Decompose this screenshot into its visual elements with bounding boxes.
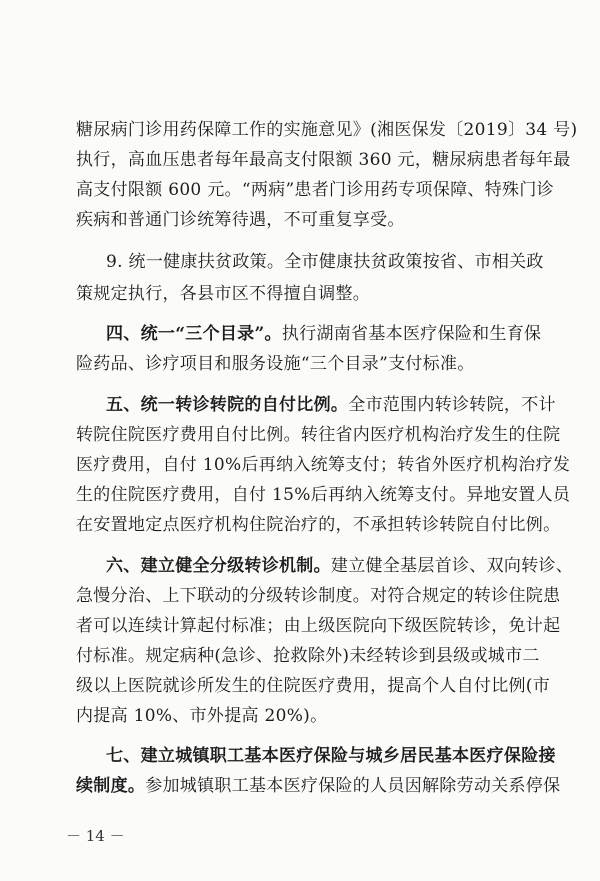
line-text: 策规定执行，各县市区不得擅自调整。 bbox=[76, 284, 371, 304]
text-line bbox=[76, 644, 540, 668]
line-text: 急慢分治、上下联动的分级转诊制度。对符合规定的转诊住院患 bbox=[76, 586, 561, 606]
text-line bbox=[76, 423, 561, 447]
line-text: 疾病和普通门诊统筹待遇，不可重复享受。 bbox=[76, 210, 405, 230]
text-line bbox=[76, 584, 561, 608]
line-text: 执行，高血压患者每年最高支付限额 360 元，糖尿病患者每年最 bbox=[76, 150, 571, 170]
text-line bbox=[106, 393, 556, 417]
line-text: 付标准。规定病种(急诊、抢救除外)未经转诊到县级或城市二 bbox=[76, 646, 540, 666]
text-line bbox=[106, 322, 542, 346]
line-text: 9. 统一健康扶贫政策。全市健康扶贫政策按省、市相关政 bbox=[106, 252, 544, 272]
text-line bbox=[76, 453, 571, 477]
text-line bbox=[76, 704, 536, 728]
line-text: 内提高 10%、市外提高 20%)。 bbox=[76, 706, 328, 726]
line-text: 糖尿病门诊用药保障工作的实施意见》(湘医保发〔2019〕34 号) bbox=[76, 120, 578, 140]
line-text: 转院住院医疗费用自付比例。转往省内医疗机构治疗发生的住院 bbox=[76, 425, 561, 445]
heading-text: 续制度。 bbox=[76, 776, 146, 796]
line-text: 全市范围内转诊转院，不计 bbox=[348, 395, 556, 415]
text-line bbox=[76, 148, 571, 172]
line-text: 在安置地定点医疗机构住院治疗的，不承担转诊转院自付比例。 bbox=[76, 515, 561, 535]
text-line bbox=[76, 282, 536, 306]
heading-text: 五、统一转诊转院的自付比例。 bbox=[106, 395, 349, 415]
line-text: 医疗费用，自付 10%后再纳入统筹支付；转省外医疗机构治疗发 bbox=[76, 455, 571, 475]
text-line bbox=[76, 352, 536, 376]
line-text: 建立健全基层首诊、双向转诊、 bbox=[330, 556, 574, 576]
heading-text: 六、建立健全分级转诊机制。 bbox=[106, 556, 331, 576]
text-line bbox=[76, 178, 554, 202]
heading-text: 七、建立城镇职工基本医疗保险与城乡居民基本医疗保险接 bbox=[106, 746, 556, 766]
line-text: 参加城镇职工基本医疗保险的人员因解除劳动关系停保 bbox=[145, 776, 561, 796]
line-text: 级以上医院就诊所发生的住院医疗费用，提高个人自付比例(市 bbox=[76, 676, 551, 696]
text-line bbox=[76, 774, 561, 798]
line-text: 险药品、诊疗项目和服务设施“三个目录”支付标准。 bbox=[76, 354, 475, 374]
text-line bbox=[76, 118, 578, 142]
text-line bbox=[76, 513, 561, 537]
heading-text: 四、统一“三个目录”。 bbox=[106, 324, 282, 344]
line-text: 高支付限额 600 元。“两病”患者门诊用药专项保障、特殊门诊 bbox=[76, 180, 554, 200]
text-line bbox=[106, 554, 574, 578]
line-text: 执行湖南省基本医疗保险和生育保 bbox=[281, 324, 542, 344]
text-line bbox=[106, 250, 544, 274]
line-text: 者可以连续计算起付标准；由上级医院向下级医院转诊，免计起 bbox=[76, 616, 561, 636]
page-number: － 14 － bbox=[66, 827, 125, 845]
text-line bbox=[76, 674, 551, 698]
line-text: 生的住院医疗费用，自付 15%后再纳入统筹支付。异地安置人员 bbox=[76, 485, 571, 505]
text-line bbox=[76, 614, 561, 638]
text-line bbox=[76, 483, 571, 507]
text-line bbox=[106, 744, 556, 768]
text-line bbox=[76, 208, 536, 232]
